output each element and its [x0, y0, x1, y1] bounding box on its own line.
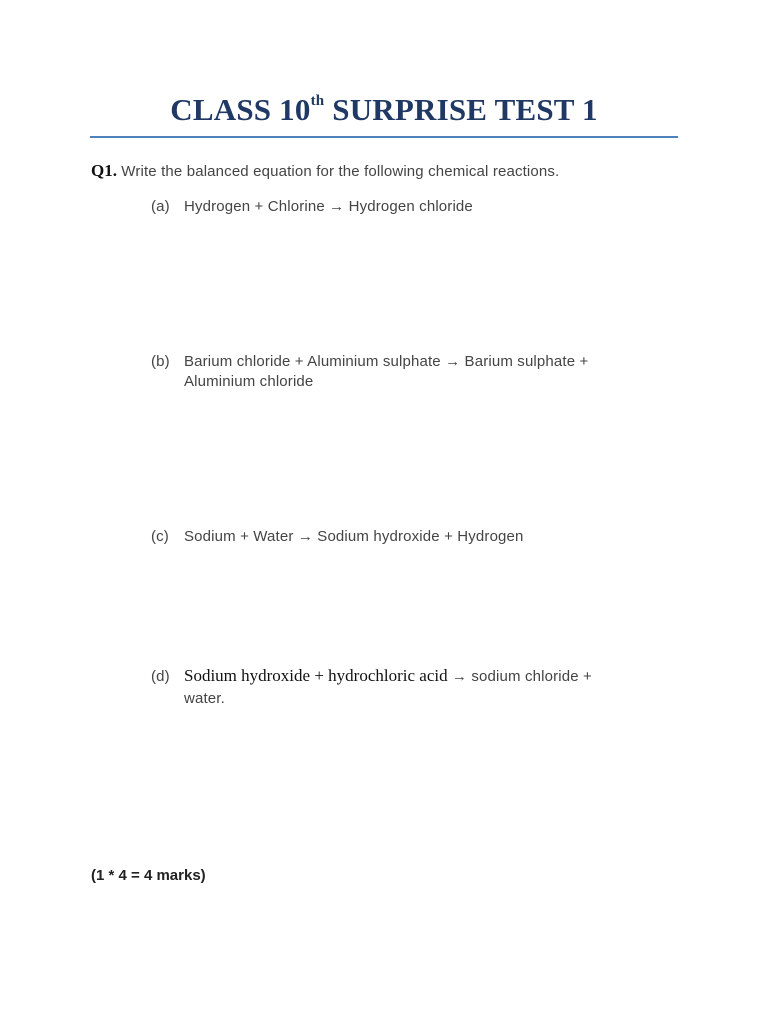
question-number: Q1. [91, 161, 117, 180]
title-superscript: th [310, 92, 325, 109]
marks-note: (1 * 4 = 4 marks) [91, 867, 206, 884]
part-line-1: Sodium + Water → Sodium hydroxide + Hydrogen [184, 528, 524, 545]
part-serif-text: Sodium hydroxide + hydrochloric acid [184, 666, 448, 685]
part-text [184, 527, 679, 547]
part-label: (c) [151, 528, 169, 545]
part-label: (d) [151, 668, 170, 685]
question-1 [91, 161, 691, 181]
title-suffix: SURPRISE TEST 1 [324, 92, 598, 127]
part-text [184, 352, 679, 392]
part-text [184, 666, 679, 709]
part-label: (b) [151, 353, 170, 370]
part-line-1 [184, 666, 679, 687]
page-title [0, 92, 768, 128]
part-line-1: Hydrogen + Chlorine → Hydrogen chloride [184, 198, 473, 215]
question-text: Write the balanced equation for the following chemical reactions. [116, 163, 560, 180]
title-prefix: CLASS 10 [170, 92, 311, 127]
part-label: (a) [151, 198, 170, 215]
part-rest-text: → sodium chloride + [447, 668, 592, 685]
part-text [184, 197, 679, 217]
part-line-2: Aluminium chloride [184, 373, 314, 390]
part-line-1: Barium chloride + Aluminium sulphate → Barium sulphate + [184, 353, 589, 370]
title-underline [90, 136, 678, 138]
part-line-2: water. [184, 690, 225, 707]
